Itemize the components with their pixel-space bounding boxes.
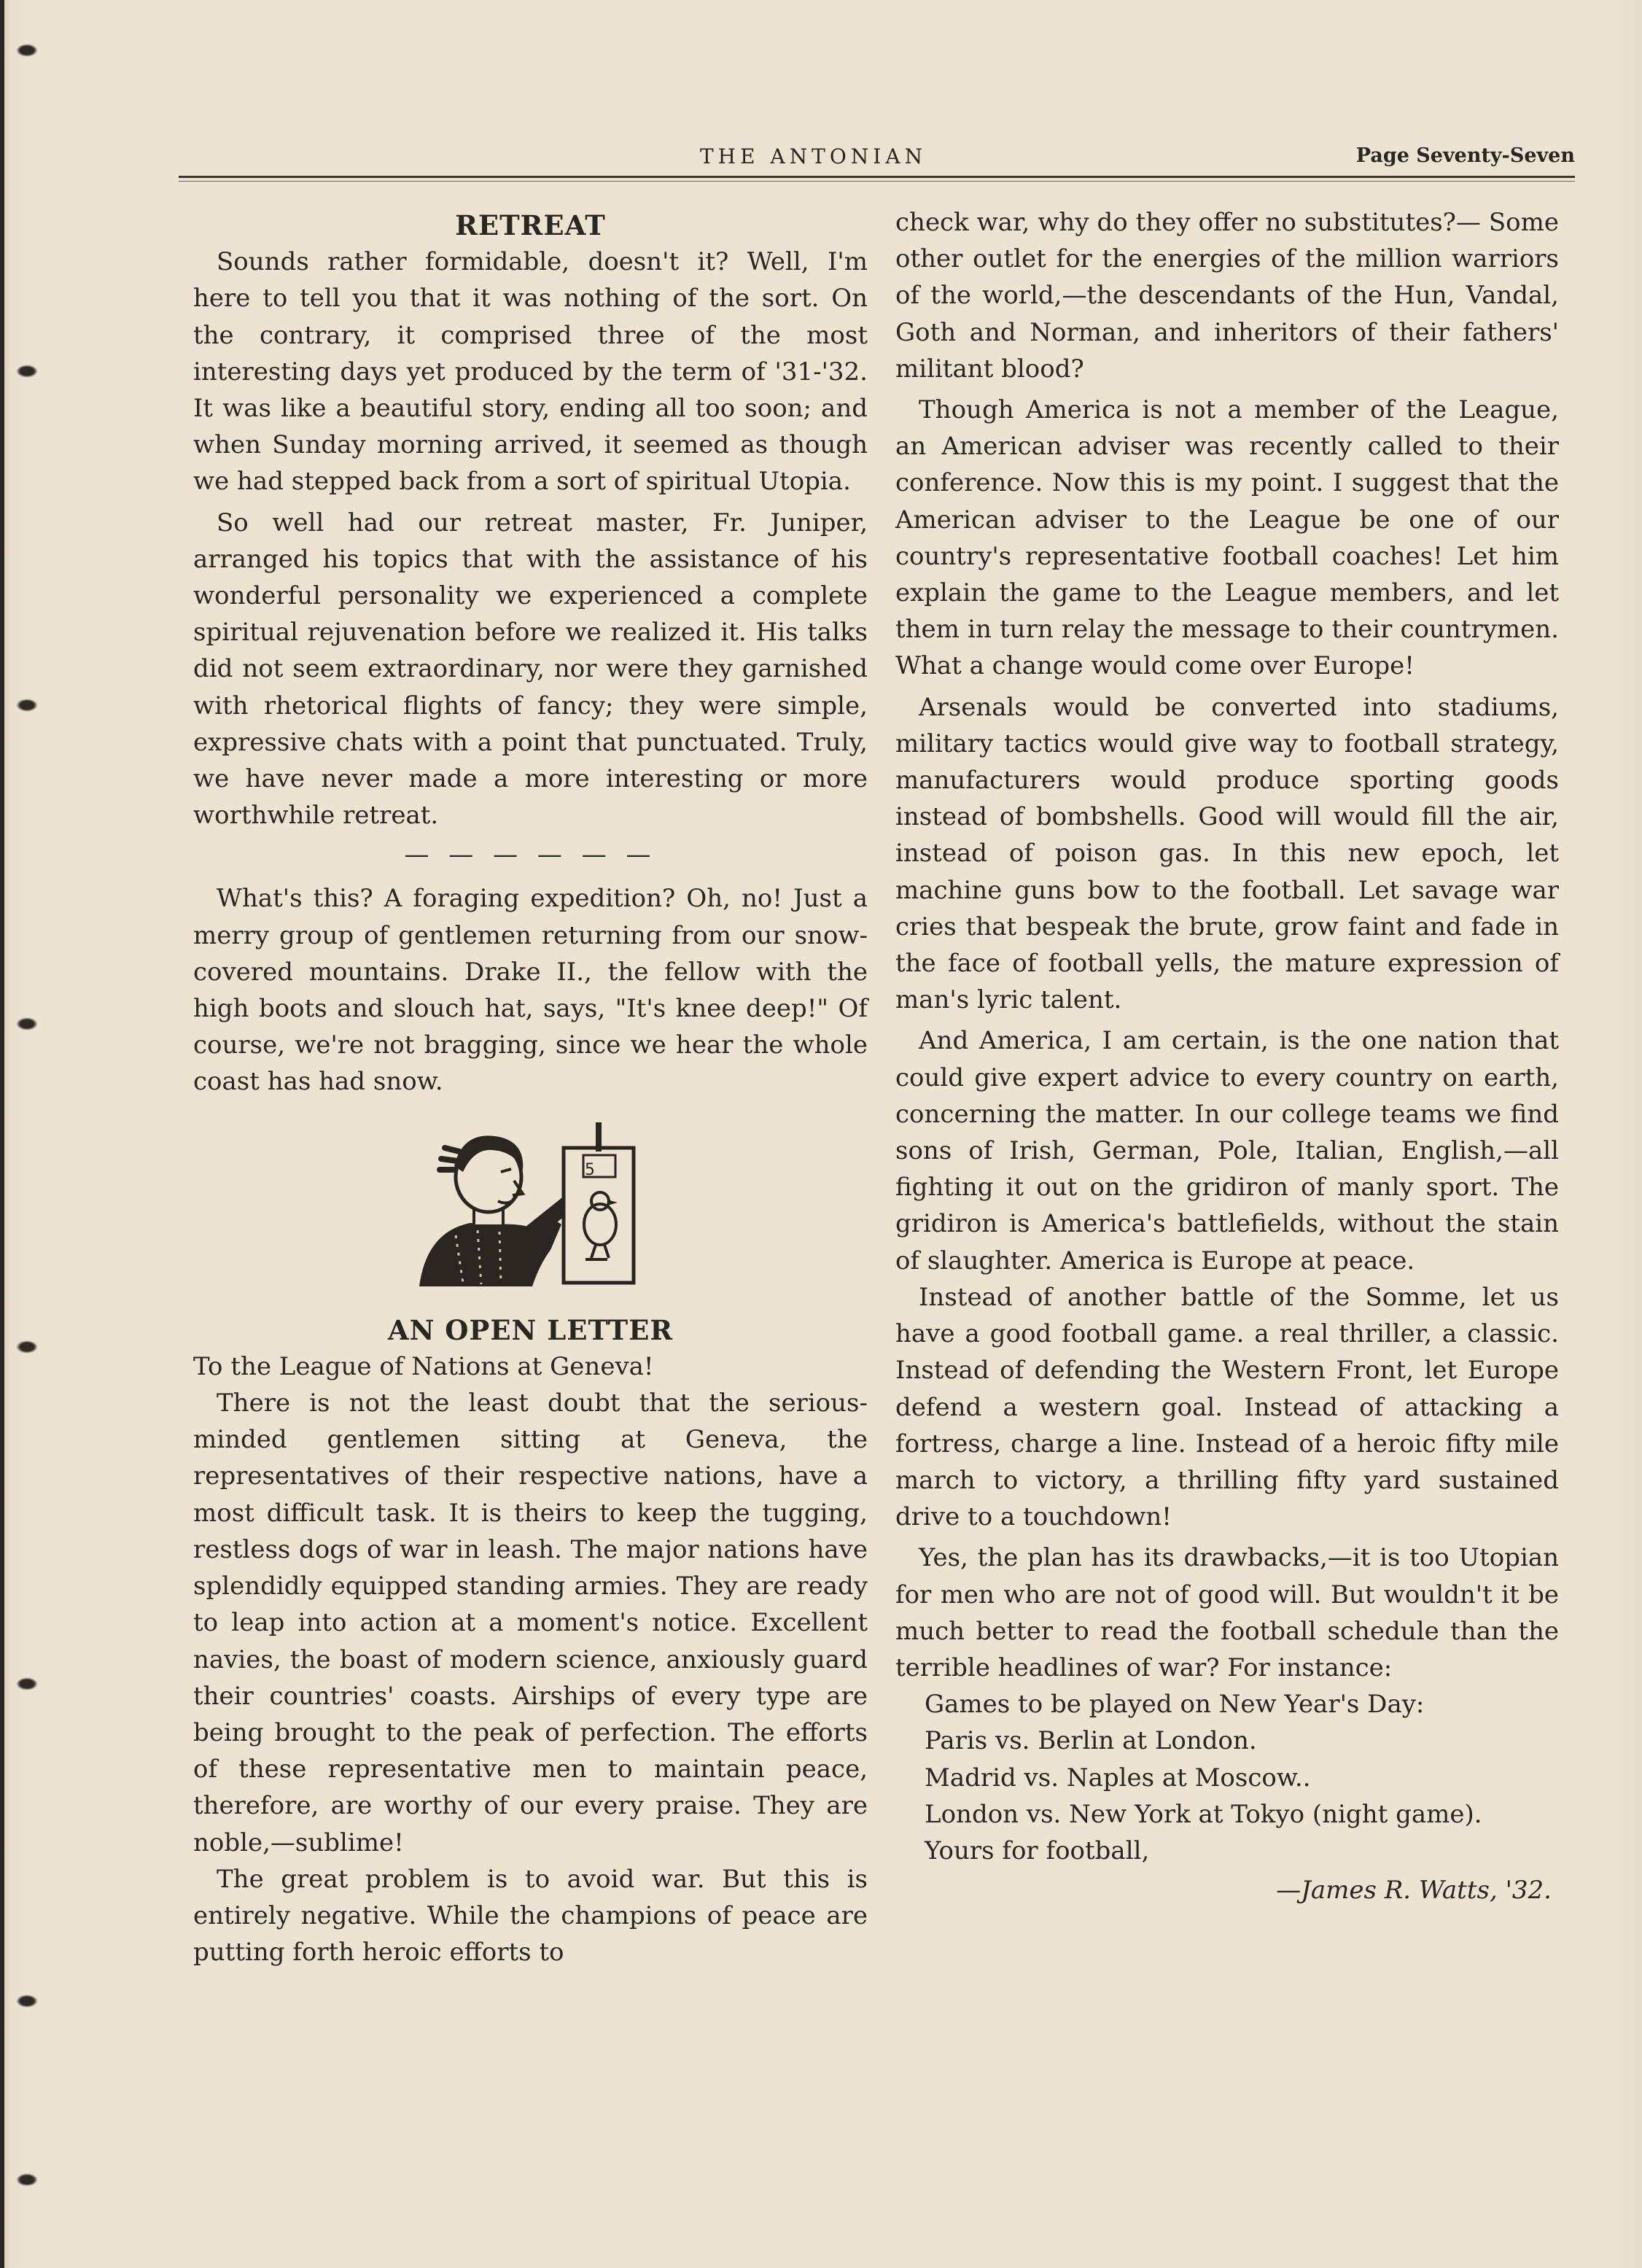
- section-divider: — — — — — —: [404, 840, 657, 870]
- retreat-paragraph: Sounds rather formidable, doesn't it? Well, I'm here to tell you that it was nothing of the sort. On the contrary, it comprised three of the most interesting days yet produced by the term of '31-'32. It was like a beautiful story, ending all too soon; and when Sunday morning arrived, it seemed as though we had stepped back from a sort of spiritual Utopia.: [193, 247, 868, 497]
- header-rule: [179, 176, 1575, 178]
- letter-salutation: To the League of Nations at Geneva!: [193, 1351, 654, 1381]
- game-listing: Madrid vs. Naples at Moscow..: [925, 1763, 1311, 1793]
- right-column: [895, 204, 1559, 1908]
- letter-paragraph: Arsenals would be converted into stadiums, military tactics would give way to football strategy, manufacturers would produce sporting goods instead of bombshells. Good will would fill the air, instead of poison gas. In this new epoch, let machine guns bow to the football. Let savage war cries that bespeak the brute, grow faint and fade in the face of football yells, the mature expression of man's lyric talent.: [895, 692, 1559, 1015]
- retreat-heading: RETREAT: [455, 209, 606, 241]
- letter-paragraph: Though America is not a member of the League, an American adviser was recently called to their conference. Now this is my point. I suggest that the American adviser to the League be one of our country's representative football coaches! Let him explain the game to the League members, and let them in turn relay the message to their countrymen. What a change would come over Europe!: [895, 395, 1559, 681]
- binding-hole: [16, 1677, 38, 1690]
- author-signature: —James R. Watts, '32.: [1276, 1876, 1552, 1906]
- open-letter-heading: AN OPEN LETTER: [387, 1313, 674, 1346]
- binding-hole: [16, 44, 38, 57]
- letter-paragraph: There is not the least doubt that the serious-minded gentlemen sitting at Geneva, the representatives of their respective nations, have a most difficult task. It is theirs to keep the tugging, restless dogs of war in leash. The major nations have splendidly equipped standing armies. They are ready to leap into action at a moment's notice. Excellent navies, the boast of modern science, anxiously guard their countries' coasts. Airships of every type are being brought to the peak of perfection. The efforts of these representative men to maintain peace, therefore, are worthy of our every praise. They are noble,—sublime!: [193, 1389, 868, 1857]
- games-intro: Games to be played on New Year's Day:: [925, 1690, 1425, 1720]
- letter-paragraph: Yes, the plan has its drawbacks,—it is too Utopian for men who are not of good will. But wouldn't it be much better to read the football schedule than the terrible headlines of war? For instance:: [895, 1543, 1559, 1682]
- game-listing: Paris vs. Berlin at London.: [925, 1726, 1257, 1756]
- page-edge: [0, 0, 4, 2268]
- running-header: [175, 144, 1575, 174]
- letter-paragraph: And America, I am certain, is the one nation that could give expert advice to every country on earth, concerning the matter. In our college teams we find sons of Irish, German, Pole, Italian, English,—all fighting it out on the gridiron of manly sport. The gridiron is America's battlefields, without the stain of slaughter. America is Europe at peace.: [895, 1026, 1559, 1275]
- binding-hole: [16, 699, 38, 712]
- cartoon-illustration: [193, 1115, 868, 1297]
- letter-paragraph: The great problem is to avoid war. But this is entirely negative. While the champions of peace are putting forth heroic efforts to: [193, 1864, 868, 1968]
- cartoon-man-with-scoreboard-icon: [405, 1115, 638, 1290]
- page-number: Page Seventy-Seven: [1355, 144, 1575, 167]
- expedition-paragraph: What's this? A foraging expedition? Oh, no! Just a merry group of gentlemen returning from our snow-covered mountains. Drake II., the fellow with the high boots and slouch hat, says, "It's knee deep!" Of course, we're not bragging, since we hear the whole coast has had snow.: [193, 884, 868, 1097]
- binding-hole: [16, 2173, 38, 2186]
- retreat-paragraph: So well had our retreat master, Fr. Juniper, arranged his topics that with the assistance of his wonderful personality we experienced a complete spiritual rejuvenation before we realized it. His talks did not seem extraordinary, nor were they garnished with rhetorical flights of fancy; they were simple, expressive chats with a point that punctuated. Truly, we have never made a more interesting or more worthwhile retreat.: [193, 508, 868, 831]
- letter-paragraph-continued: check war, why do they offer no substitutes?— Some other outlet for the energies of the million warriors of the world,—the descendants of the Hun, Vandal, Goth and Norman, and inheritors of their fathers' militant blood?: [895, 208, 1559, 384]
- binding-hole: [16, 1017, 38, 1030]
- letter-paragraph: Instead of another battle of the Somme, let us have a good football game. a real thriller, a classic. Instead of defending the Western Front, let Europe defend a western goal. Instead of attacking a fortress, charge a line. Instead of a heroic fifty mile march to victory, a thrilling fifty yard sustained drive to a touchdown!: [895, 1282, 1559, 1532]
- publication-title: THE ANTONIAN: [700, 144, 927, 168]
- left-column: [193, 207, 868, 1970]
- binding-hole: [16, 365, 38, 378]
- binding-hole: [16, 1995, 38, 2008]
- header-rule-thin: [179, 181, 1575, 182]
- game-listing: London vs. New York at Tokyo (night game).: [925, 1799, 1482, 1829]
- letter-closing: Yours for football,: [925, 1836, 1150, 1865]
- binding-hole: [16, 1340, 38, 1354]
- scoreboard-number: 5: [585, 1160, 595, 1179]
